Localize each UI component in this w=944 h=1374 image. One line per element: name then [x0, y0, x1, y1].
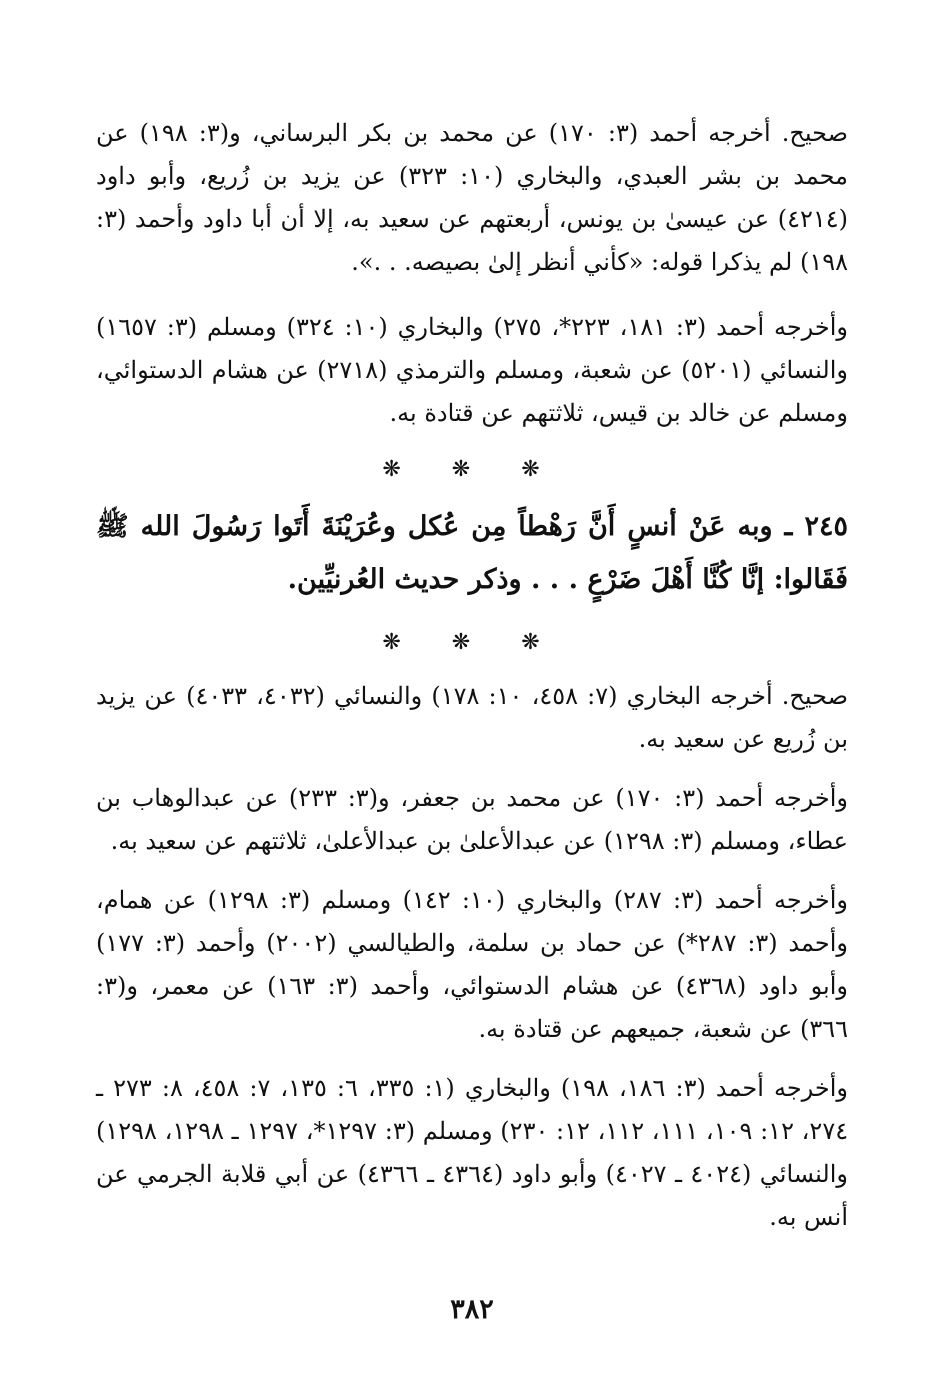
- paragraph-takhrij-1: صحيح. أخرجه أحمد (٣: ١٧٠) عن محمد بن بكر البرساني، و(٣: ١٩٨) عن محمد بن بشر العبدي، والبخاري (١٠: ٣٢٣) عن يزيد بن زُريع، وأبو داود (٤٢١٤) عن عيسىٰ بن يونس، أربعتهم عن سعيد به، إلا أن أبا داود وأحمد (٣: ١٩٨) لم يذكرا قوله: «كأني أنظر إلىٰ بصيصه. . .».: [96, 119, 849, 276]
- page-body: [96, 112, 848, 1261]
- section-separator: ❋ ❋ ❋: [382, 630, 562, 655]
- paragraph-takhrij-6: وأخرجه أحمد (٣: ١٨٦، ١٩٨) والبخاري (١: ٣٣٥، ٦: ١٣٥، ٧: ٤٥٨، ٨: ٢٧٣ ـ ٢٧٤، ١٢: ١٠٩، ١١١، ١١٢، ١٢: ٢٣٠) ومسلم (٣: ١٢٩٧*، ١٢٩٧ ـ ١٢٩٨، ١٢٩٨) والنسائي (٤٠٢٤ ـ ٤٠٢٧) وأبو داود (٤٣٦٤ ـ ٤٣٦٦) عن أبي قلابة الجرمي عن أنس به.: [96, 1074, 849, 1231]
- hadith-text: ٢٤٥ ـ وبه عَنْ أنسٍ أَنَّ رَهْطاً مِن عُكل وعُرَيْنَةَ أَتَوا رَسُولَ الله ﷺ فَقَالوا: إنَّا كُنَّا أَهْلَ ضَرْعٍ . . . وذكر حديث العُرنيِّين.: [96, 511, 848, 595]
- paragraph-takhrij-5: وأخرجه أحمد (٣: ٢٨٧) والبخاري (١٠: ١٤٢) ومسلم (٣: ١٢٩٨) عن همام، وأحمد (٣: ٢٨٧*) عن حماد بن سلمة، والطيالسي (٢٠٠٢) وأحمد (٣: ١٧٧) وأبو داود (٤٣٦٨) عن هشام الدستوائي، وأحمد (٣: ١٦٣) عن معمر، و(٣: ٣٦٦) عن شعبة، جميعهم عن قتادة به.: [96, 886, 849, 1043]
- paragraph-takhrij-4: وأخرجه أحمد (٣: ١٧٠) عن محمد بن جعفر، و(٣: ٢٣٣) عن عبدالوهاب بن عطاء، ومسلم (٣: ١٢٩٨) عن عبدالأعلىٰ بن عبدالأعلىٰ، ثلاثتهم عن سعيد به.: [96, 784, 849, 855]
- section-separator: ❋ ❋ ❋: [382, 457, 562, 482]
- page-number: ٣٨٢: [450, 1294, 494, 1325]
- paragraph-takhrij-2: وأخرجه أحمد (٣: ١٨١، ٢٢٣*، ٢٧٥) والبخاري (١٠: ٣٢٤) ومسلم (٣: ١٦٥٧) والنسائي (٥٢٠١) عن شعبة، ومسلم والترمذي (٢٧١٨) عن هشام الدستوائي، ومسلم عن خالد بن قيس، ثلاثتهم عن قتادة به.: [96, 313, 849, 427]
- paragraph-takhrij-3: صحيح. أخرجه البخاري (٧: ٤٥٨، ١٠: ١٧٨) والنسائي (٤٠٣٢، ٤٠٣٣) عن يزيد بن زُريع عن سعيد به.: [96, 682, 849, 753]
